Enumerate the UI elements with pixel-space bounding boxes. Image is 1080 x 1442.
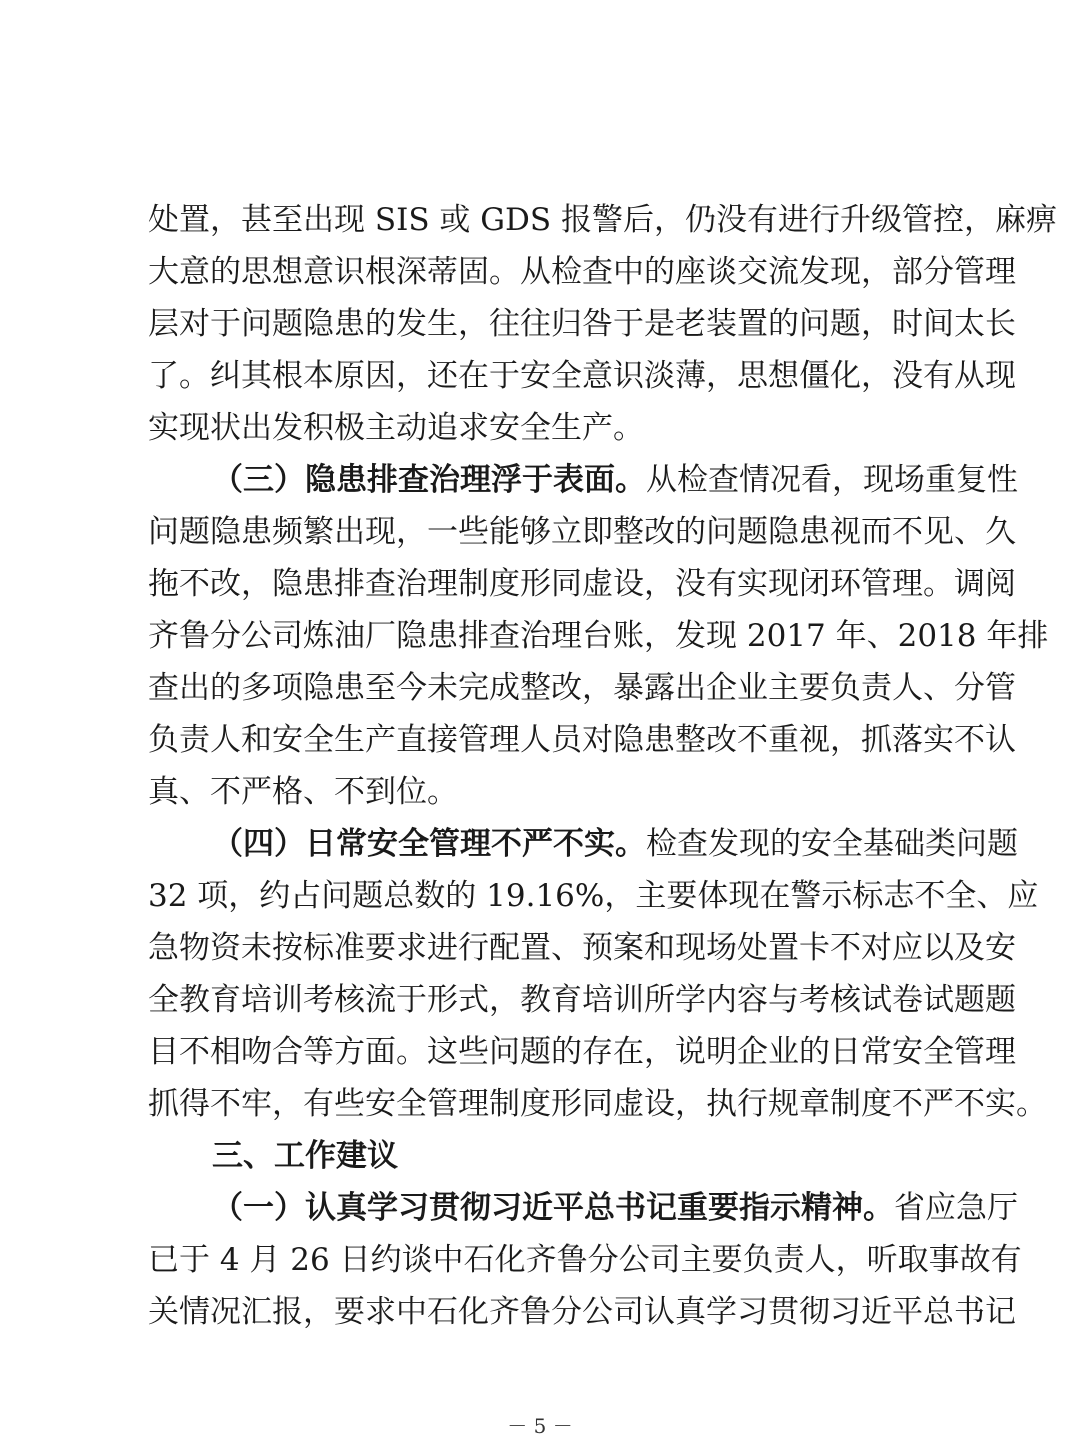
text-line: 层对于问题隐患的发生，往往归咎于是老装置的问题，时间太长	[148, 306, 1016, 342]
text-line: 全教育培训考核流于形式，教育培训所学内容与考核试卷试题题	[148, 982, 1016, 1018]
text-run: 从检查情况看，现场重复性	[646, 462, 1018, 498]
paragraph-first-line	[212, 1179, 1018, 1237]
text-run: 省应急厅	[894, 1190, 1018, 1226]
section-heading: 三、工作建议	[212, 1138, 398, 1174]
text-line: 齐鲁分公司炼油厂隐患排查治理台账，发现 2017 年、2018 年排	[148, 618, 1049, 654]
text-line: 负责人和安全生产直接管理人员对隐患整改不重视，抓落实不认	[148, 722, 1016, 758]
subheading-1: （一）认真学习贯彻习近平总书记重要指示精神。	[212, 1190, 894, 1226]
text-line: 了。纠其根本原因，还在于安全意识淡薄，思想僵化，没有从现	[148, 358, 1016, 394]
subheading-4: （四）日常安全管理不严不实。	[212, 826, 646, 862]
paragraph-first-line	[212, 815, 1018, 873]
subheading-3: （三）隐患排查治理浮于表面。	[212, 462, 646, 498]
text-line: 急物资未按标准要求进行配置、预案和现场处置卡不对应以及安	[148, 930, 1016, 966]
text-line: 32 项，约占问题总数的 19.16%，主要体现在警示标志不全、应	[148, 878, 1039, 914]
text-line: 查出的多项隐患至今未完成整改，暴露出企业主要负责人、分管	[148, 670, 1016, 706]
paragraph-first-line	[212, 451, 1018, 509]
text-line: 已于 4 月 26 日约谈中石化齐鲁分公司主要负责人，听取事故有	[148, 1242, 1022, 1278]
text-line: 真、不严格、不到位。	[148, 774, 458, 810]
text-line: 处置，甚至出现 SIS 或 GDS 报警后，仍没有进行升级管控，麻痹	[148, 202, 1057, 238]
text-line: 大意的思想意识根深蒂固。从检查中的座谈交流发现，部分管理	[148, 254, 1016, 290]
text-line: 目不相吻合等方面。这些问题的存在，说明企业的日常安全管理	[148, 1034, 1016, 1070]
text-line: 拖不改，隐患排查治理制度形同虚设，没有实现闭环管理。调阅	[148, 566, 1016, 602]
text-line: 抓得不牢，有些安全管理制度形同虚设，执行规章制度不严不实。	[148, 1086, 1047, 1122]
text-line: 实现状出发积极主动追求安全生产。	[148, 410, 644, 446]
page-number: － 5 －	[507, 1414, 573, 1438]
text-run: 检查发现的安全基础类问题	[646, 826, 1018, 862]
text-line: 问题隐患频繁出现，一些能够立即整改的问题隐患视而不见、久	[148, 514, 1016, 550]
text-line: 关情况汇报，要求中石化齐鲁分公司认真学习贯彻习近平总书记	[148, 1294, 1016, 1330]
